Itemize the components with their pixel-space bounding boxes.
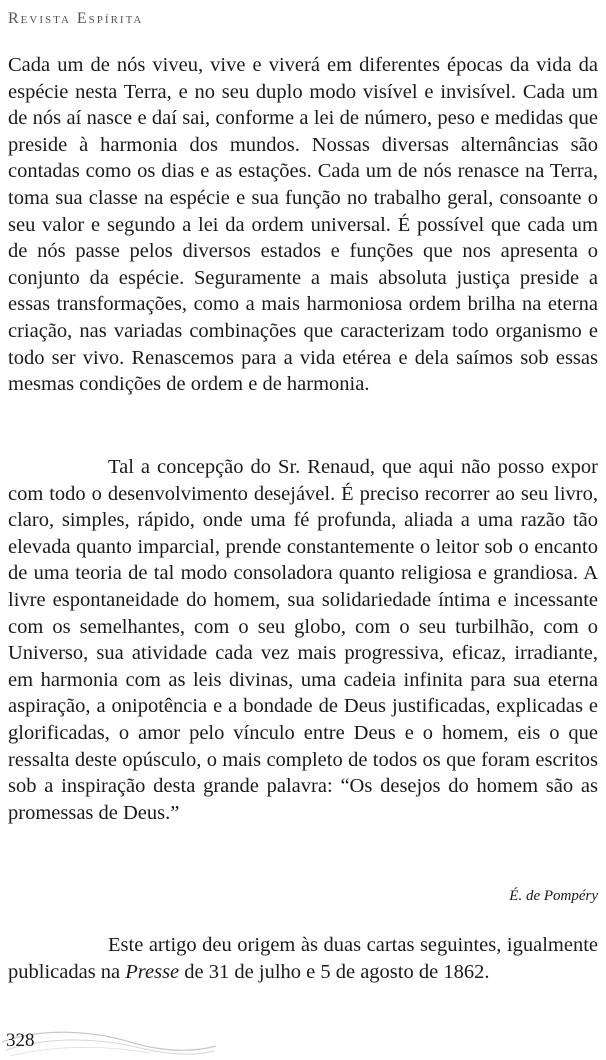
paragraph-letters-origin (8, 932, 598, 985)
paragraph-letters-text-before: Este artigo deu origem às duas cartas seguintes, igualmente publicadas na (8, 934, 598, 983)
paragraph-letters-text-after: de 31 de julho e 5 de agosto de 1862. (179, 960, 490, 983)
paragraph-renaud-conception: Tal a concepção do Sr. Renaud, que aqui não posso expor com todo o desenvolvimento desejável. É preciso recorrer ao seu livro, claro, simples, rápido, onde uma fé profunda, aliada a uma razão tão elevada quanto imparcial, prende constantemente o leitor sob o encanto de uma teoria de tal modo consoladora quanto religiosa e grandiosa. A livre espontaneidade do homem, sua solidariedade íntima e incessante com os semelhantes, com o seu globo, com o seu turbilhão, com o Universo, sua atividade cada vez mais progressiva, eficaz, irradiante, em harmonia com as leis divinas, uma cadeia infinita para sua eterna aspiração, a onipotência e a bondade de Deus justificadas, explicadas e glorificadas, o amor pelo vínculo entre Deus e o homem, eis o que ressalta deste opúsculo, o mais completo de todos os que foram escritos sob a inspiração desta grande palavra: “Os desejos do homem são as promessas de Deus.” (8, 456, 598, 824)
newspaper-title-presse: Presse (125, 960, 180, 983)
page-number: 328 (6, 1030, 35, 1051)
running-header: Revista Espírita (8, 10, 144, 27)
paragraph-reincarnation: Cada um de nós viveu, vive e viverá em diferentes épocas da vida da espécie nesta Terra, e no seu duplo modo visível e invisível. Cada um de nós aí nasce e daí sai, conforme a lei de número, peso e medidas que preside à harmonia dos mundos. Nossas diversas alternâncias são contadas como os dias e as estações. Cada um de nós renasce na Terra, toma sua classe na espécie e sua função no trabalho geral, consoante o seu valor e segundo a lei da ordem universal. É possível que cada um de nós passe pelos diversos estados e funções que nos apresenta o conjunto da espécie. Seguramente a mais absoluta justiça preside a essas transformações, como a mais harmoniosa ordem brilha na eterna criação, nas variadas combinações que caracterizam todo organismo e todo ser vivo. Renascemos para a vida etérea e dela saímos sob essas mesmas condições de ordem e de harmonia. (8, 54, 598, 396)
author-signature: É. de Pompéry (509, 888, 598, 904)
